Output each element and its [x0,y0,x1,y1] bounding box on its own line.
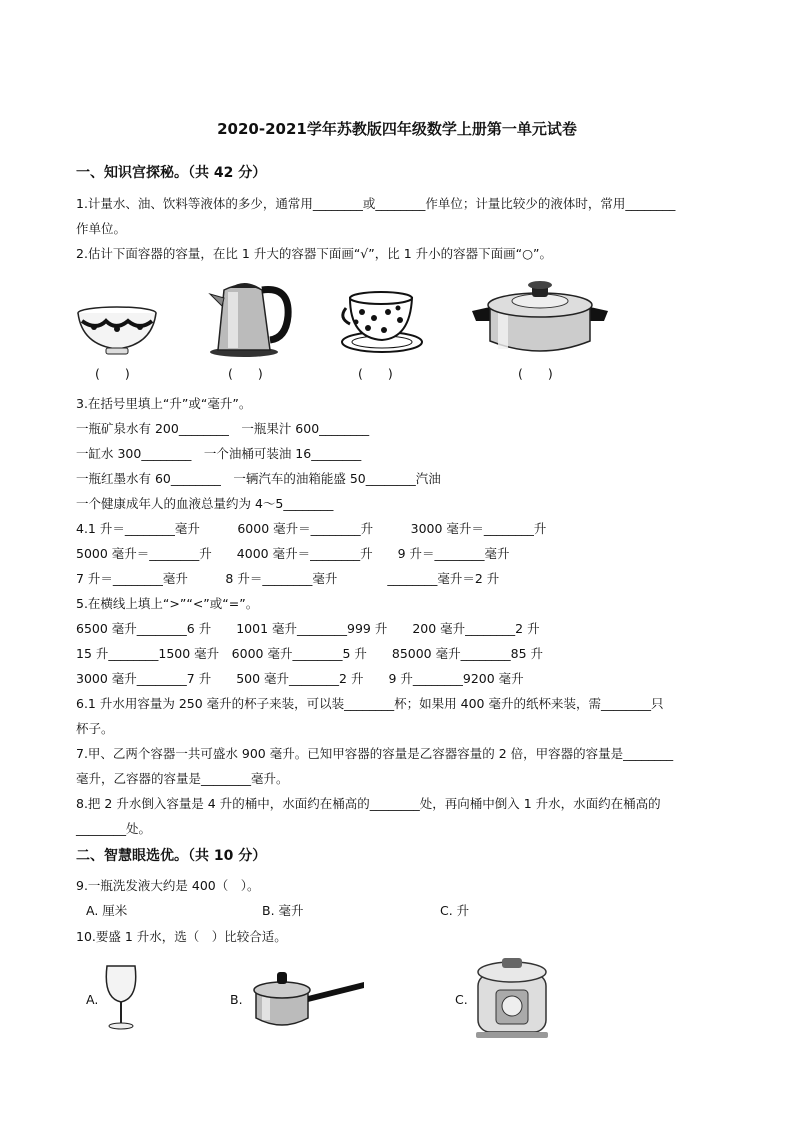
kettle-image [206,276,292,358]
answer-paren-4[interactable]: ( ) [518,366,553,381]
option-c[interactable]: C. 升 [440,903,470,918]
question-8-line-2: ________处。 [76,821,152,836]
option-a[interactable]: A. 厘米 [86,903,128,918]
saucepan-image [248,968,366,1032]
question-1-line-1: 1.计量水、油、饮料等液体的多少，通常用________或________作单位；计量比较少的液体时，常用________ [76,196,676,211]
page-title: 2020-2021学年苏教版四年级数学上册第一单元试卷 [217,120,577,138]
question-7-line-2: 毫升，乙容器的容量是________毫升。 [76,771,289,786]
wine-glass-image [103,962,139,1032]
teacup-image [340,288,426,354]
option-a-label[interactable]: A. [86,992,99,1007]
answer-paren-2[interactable]: ( ) [228,366,263,381]
question-5-line-3: 3000 毫升________7 升 500 毫升________2 升 9 升________9200 毫升 [76,671,524,686]
option-c-label[interactable]: C. [455,992,468,1007]
question-5-line-2: 15 升________1500 毫升 6000 毫升________5 升 85000 毫升________85 升 [76,646,543,661]
question-4-line-2: 5000 毫升＝________升 4000 毫升＝________升 9 升＝________毫升 [76,546,510,561]
question-5-text: 5.在横线上填上“>”“<”或“=”。 [76,596,259,611]
section-heading-2: 二、智慧眼选优。（共 10 分） [76,848,267,864]
bowl-image [76,305,158,357]
option-b-label[interactable]: B. [230,992,243,1007]
question-2-text: 2.估计下面容器的容量，在比 1 升大的容器下面画“√”，比 1 升小的容器下面画“○”。 [76,246,553,261]
question-1-line-2: 作单位。 [76,221,127,236]
question-8-line-1: 8.把 2 升水倒入容量是 4 升的桶中，水面约在桶高的________处，再向桶中倒入 1 升水，水面约在桶高的 [76,796,661,811]
pressure-cooker-image [470,956,554,1040]
question-3-line-1: 一瓶矿泉水有 200________ 一瓶果汁 600________ [76,421,370,436]
option-b[interactable]: B. 毫升 [262,903,304,918]
answer-paren-3[interactable]: ( ) [358,366,393,381]
question-7-line-1: 7.甲、乙两个容器一共可盛水 900 毫升。已知甲容器的容量是乙容器容量的 2 倍，甲容器的容量是________ [76,746,674,761]
question-3-line-2: 一缸水 300________ 一个油桶可装油 16________ [76,446,362,461]
question-10-text: 10.要盛 1 升水，选（ ）比较合适。 [76,929,287,944]
question-6-line-2: 杯子。 [76,721,114,736]
question-3-line-3: 一瓶红墨水有 60________ 一辆汽车的油箱能盛 50________汽油 [76,471,441,486]
question-4-line-3: 7 升＝________毫升 8 升＝________毫升 ________毫升＝2 升 [76,571,500,586]
question-3-line-4: 一个健康成年人的血液总量约为 4～5________ [76,496,334,511]
question-3-text: 3.在括号里填上“升”或“毫升”。 [76,396,252,411]
question-4-line-1: 4.1 升＝________毫升 6000 毫升＝________升 3000 毫升＝________升 [76,521,547,536]
question-9-text: 9.一瓶洗发液大约是 400（ ）。 [76,878,260,893]
question-5-line-1: 6500 毫升________6 升 1001 毫升________999 升 200 毫升________2 升 [76,621,540,636]
answer-paren-1[interactable]: ( ) [95,366,130,381]
section-heading-1: 一、知识宫探秘。（共 42 分） [76,165,267,181]
pot-image [470,277,610,361]
question-6-line-1: 6.1 升水用容量为 250 毫升的杯子来装，可以装________杯；如果用 400 毫升的纸杯来装，需________只 [76,696,664,711]
